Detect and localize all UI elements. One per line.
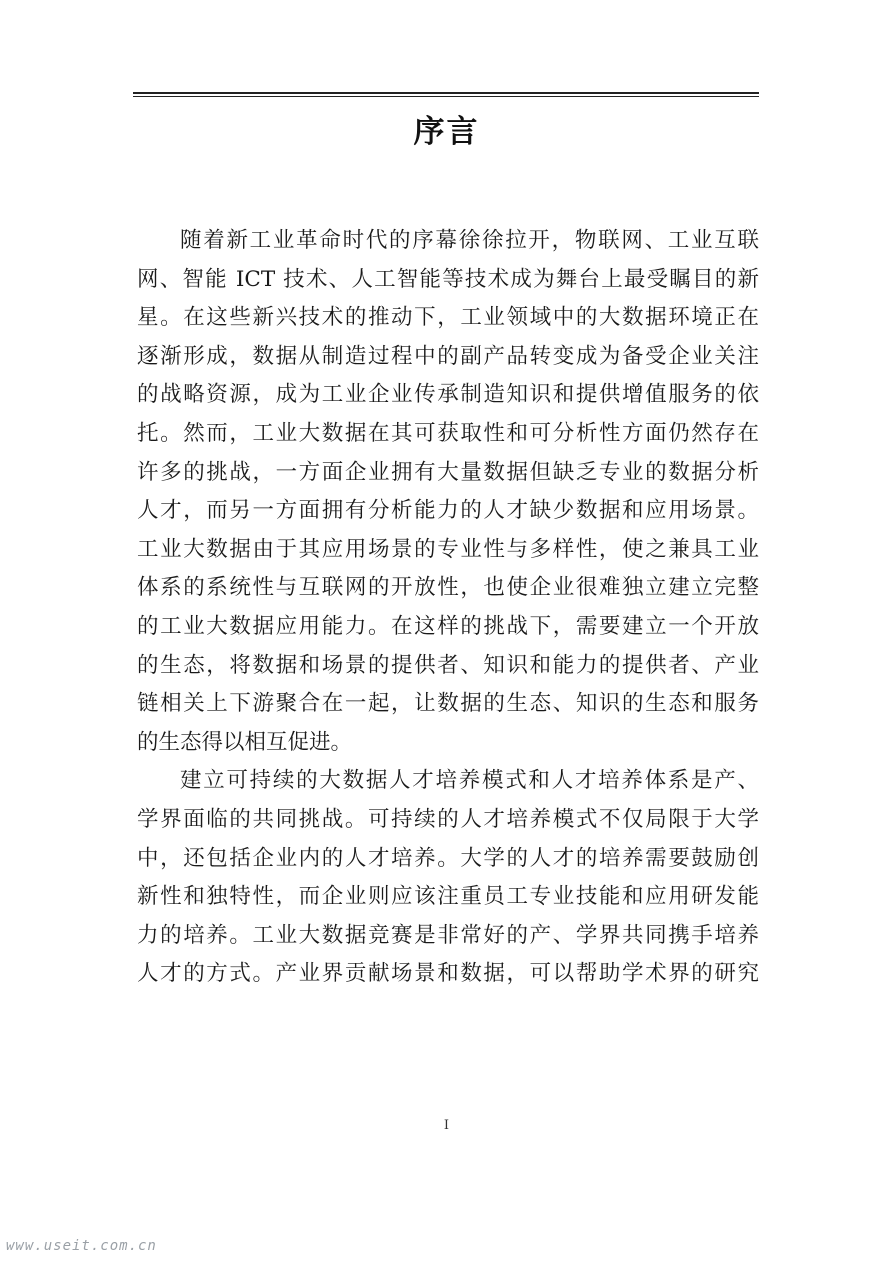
paragraph-1-line: 的战略资源，成为工业企业传承制造知识和提供增值服务的依 [137, 382, 759, 408]
paragraph-2-line: 新性和独特性，而企业则应该注重员工专业技能和应用研发能 [137, 884, 759, 910]
header-rule-thin [133, 96, 759, 97]
watermark: www.useit.com.cn [6, 1238, 157, 1254]
paragraph-1-line: 随着新工业革命时代的序幕徐徐拉开，物联网、工业互联 [180, 228, 759, 253]
paragraph-1-line: 人才，而另一方面拥有分析能力的人才缺少数据和应用场景。 [137, 498, 759, 524]
paragraph-1-line: 的工业大数据应用能力。在这样的挑战下，需要建立一个开放 [137, 613, 759, 639]
paragraph-2-line: 力的培养。工业大数据竞赛是非常好的产、学界共同携手培养 [137, 922, 759, 948]
paragraph-1-line: 逐渐形成，数据从制造过程中的副产品转变成为备受企业关注 [137, 343, 759, 369]
paragraph-1-line: 许多的挑战，一方面企业拥有大量数据但缺乏专业的数据分析 [137, 459, 759, 485]
paragraph-1-line: 工业大数据由于其应用场景的专业性与多样性，使之兼具工业 [137, 536, 759, 562]
paragraph-1-line: 网、智能 ICT 技术、人工智能等技术成为舞台上最受瞩目的新 [137, 266, 759, 292]
paragraph-1-line: 体系的系统性与互联网的开放性，也使企业很难独立建立完整 [137, 575, 759, 601]
paragraph-1-line: 的生态，将数据和场景的提供者、知识和能力的提供者、产业 [137, 652, 759, 678]
paragraph-1-line: 的生态得以相互促进。 [137, 729, 353, 755]
paragraph-1-line: 链相关上下游聚合在一起，让数据的生态、知识的生态和服务 [137, 691, 759, 717]
page-title: 序言 [413, 114, 480, 150]
paragraph-1-line: 托。然而，工业大数据在其可获取性和可分析性方面仍然存在 [137, 420, 759, 446]
header-rule [133, 92, 759, 94]
paragraph-2-line: 中，还包括企业内的人才培养。大学的人才的培养需要鼓励创 [137, 845, 759, 871]
paragraph-2-line: 建立可持续的大数据人才培养模式和人才培养体系是产、 [180, 768, 759, 794]
page-number: I [443, 1118, 450, 1133]
paragraph-1-line: 星。在这些新兴技术的推动下，工业领域中的大数据环境正在 [137, 305, 759, 331]
body-text [137, 222, 759, 994]
paragraph-2-line: 人才的方式。产业界贡献场景和数据，可以帮助学术界的研究 [137, 961, 759, 987]
paragraph-2-line: 学界面临的共同挑战。可持续的人才培养模式不仅局限于大学 [137, 806, 759, 832]
